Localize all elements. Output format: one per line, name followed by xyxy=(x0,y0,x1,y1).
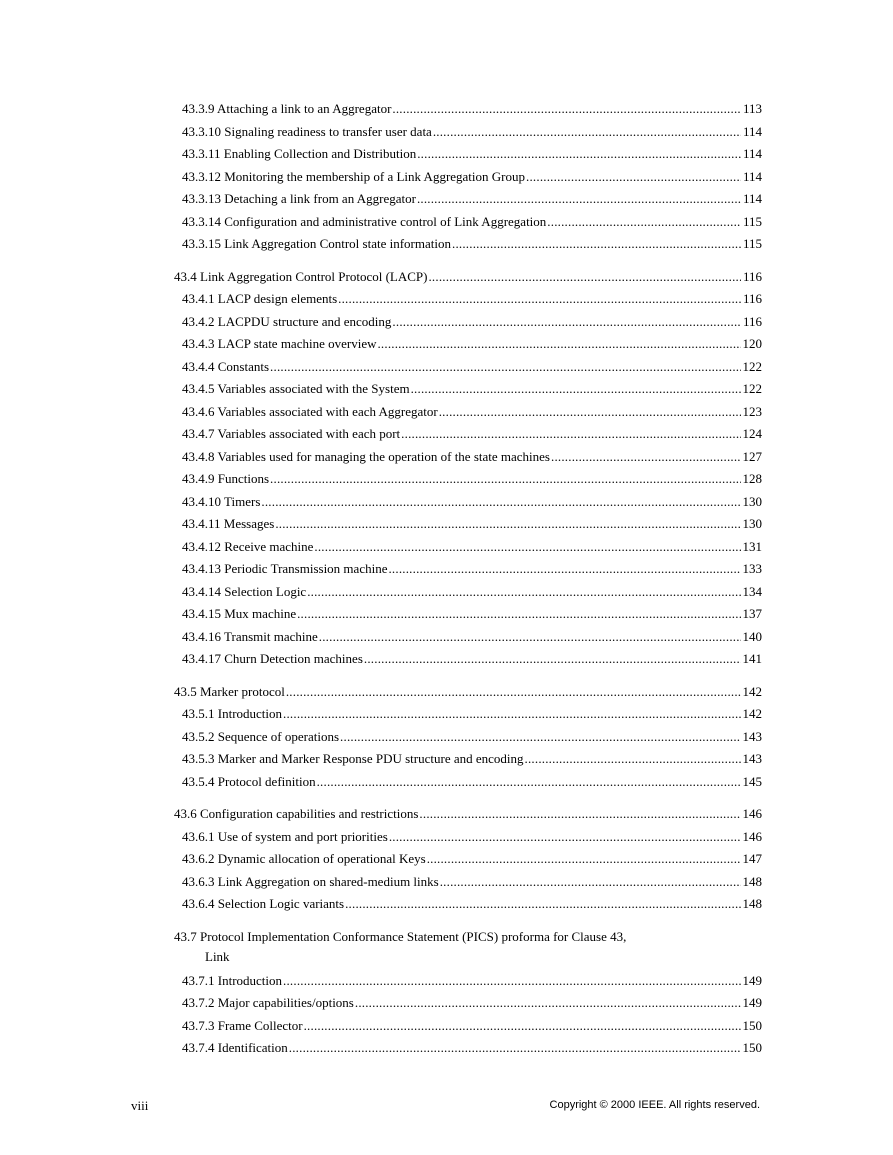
page-number: viii xyxy=(131,1098,149,1113)
toc-entry-page: 114 xyxy=(742,123,762,139)
leader-dots xyxy=(427,848,741,871)
toc-entry-title: 43.3.10 Signaling readiness to transfer user data xyxy=(182,123,432,139)
toc-entry-page: 147 xyxy=(742,851,762,866)
toc-entry-43-3-10[interactable] xyxy=(182,121,762,144)
toc-entry-title: 43.7.4 Identification xyxy=(182,1040,288,1055)
toc-entry-title: 43.4.6 Variables associated with each Aggregator xyxy=(182,403,438,419)
toc-entry-title: 43.4.5 Variables associated with the System xyxy=(182,381,410,396)
leader-dots xyxy=(261,491,740,514)
toc-entry-43-4-17[interactable] xyxy=(182,648,762,671)
toc-entry-43-6-2[interactable] xyxy=(182,848,762,871)
toc-entry-43-7-2[interactable] xyxy=(182,992,762,1015)
toc-entry-title: 43.5.4 Protocol definition xyxy=(182,773,316,789)
toc-entry-title: 43.7.2 Major capabilities/options xyxy=(182,995,354,1010)
toc-entry-43-5-3[interactable] xyxy=(182,748,762,771)
toc-entry-43-4-16[interactable] xyxy=(182,626,762,649)
leader-dots xyxy=(433,121,741,144)
toc-entry-title: 43.4.7 Variables associated with each port xyxy=(182,426,401,441)
toc-entry-43-4-14[interactable] xyxy=(182,581,762,604)
leader-dots xyxy=(525,748,741,771)
toc-entry-title: 43.5.3 Marker and Marker Response PDU structure and encoding xyxy=(182,751,524,766)
toc-entry-43-5[interactable] xyxy=(174,681,762,704)
toc-entry-title: 43.7 Protocol Implementation Conformance Statement (PICS) proforma for Clause 43, xyxy=(174,928,627,944)
toc-entry-page: 123 xyxy=(742,403,762,419)
leader-dots xyxy=(388,558,740,581)
toc-entry-title: 43.3.9 Attaching a link to an Aggregator xyxy=(182,101,392,116)
toc-entry-page: 142 xyxy=(742,706,762,721)
toc-entry-page: 134 xyxy=(742,583,762,599)
toc-entry-page: 114 xyxy=(742,191,762,206)
toc-entry-page: 113 xyxy=(742,101,762,116)
toc-entry-43-4-7[interactable] xyxy=(182,423,762,446)
toc-entry-43-4-12[interactable] xyxy=(182,536,762,559)
leader-dots xyxy=(345,893,740,916)
leader-dots xyxy=(411,378,741,401)
toc-entry-title: 43.5.1 Introduction xyxy=(182,706,283,721)
toc-entry-43-7-1[interactable] xyxy=(182,970,762,993)
leader-dots xyxy=(289,1037,741,1060)
toc-entry-43-7-4[interactable] xyxy=(182,1037,762,1060)
toc-entry-43-4-1[interactable] xyxy=(182,288,762,311)
toc-entry-title: 43.7.3 Frame Collector xyxy=(182,1017,303,1033)
toc-entry-title: 43.4.11 Messages xyxy=(182,516,275,531)
toc-entry-title: 43.3.14 Configuration and administrative control of Link Aggregation xyxy=(182,213,547,229)
leader-dots xyxy=(526,166,741,189)
toc-entry-page: 149 xyxy=(742,972,762,988)
toc-entry-43-6-1[interactable] xyxy=(182,826,762,849)
leader-dots xyxy=(314,536,740,559)
leader-dots xyxy=(417,143,741,166)
toc-entry-43-4-10[interactable] xyxy=(182,491,762,514)
toc-entry-43-6-4[interactable] xyxy=(182,893,762,916)
toc-entry-43-4-3[interactable] xyxy=(182,333,762,356)
leader-dots xyxy=(307,581,740,604)
toc-entry-title: 43.5.2 Sequence of operations xyxy=(182,728,340,744)
leader-dots xyxy=(275,513,740,536)
toc-entry-page: 146 xyxy=(742,806,762,821)
toc-entry-title: 43.4.12 Receive machine xyxy=(182,538,314,554)
toc-entry-title: 43.4.3 LACP state machine overview xyxy=(182,336,377,351)
toc-entry-page: 128 xyxy=(742,471,762,486)
toc-entry-page: 127 xyxy=(742,448,762,464)
toc-entry-43-4-6[interactable] xyxy=(182,401,762,424)
toc-entry-title: 43.7.1 Introduction xyxy=(182,972,283,988)
table-of-contents xyxy=(0,98,893,1060)
toc-entry-43-4-2[interactable] xyxy=(182,311,762,334)
toc-entry-page: 140 xyxy=(742,628,762,644)
toc-entry-page: 141 xyxy=(742,651,762,666)
toc-entry-page: 114 xyxy=(742,146,762,161)
toc-entry-title: 43.4.8 Variables used for managing the operation of the state machines xyxy=(182,448,550,464)
toc-entry-page: 145 xyxy=(742,773,762,789)
leader-dots xyxy=(419,803,740,826)
toc-entry-43-5-1[interactable] xyxy=(182,703,762,726)
leader-dots xyxy=(377,333,740,356)
toc-entry-title: 43.4.10 Timers xyxy=(182,493,261,509)
toc-entry-page: 122 xyxy=(742,381,762,396)
toc-entry-title: 43.4.4 Constants xyxy=(182,358,270,374)
toc-entry-page: 143 xyxy=(742,751,762,766)
leader-dots xyxy=(270,468,740,491)
leader-dots xyxy=(401,423,740,446)
toc-entry-page: 115 xyxy=(742,236,762,251)
toc-entry-page: 150 xyxy=(742,1040,762,1055)
leader-dots xyxy=(428,266,740,289)
toc-entry-title: 43.4.13 Periodic Transmission machine xyxy=(182,561,388,576)
toc-entry-43-3-13[interactable] xyxy=(182,188,762,211)
leader-dots xyxy=(317,771,741,794)
toc-entry-title: 43.6 Configuration capabilities and restrictions xyxy=(174,806,419,821)
toc-entry-43-3-9[interactable] xyxy=(182,98,762,121)
toc-entry-page: 143 xyxy=(742,728,762,744)
toc-entry-title: 43.3.13 Detaching a link from an Aggregator xyxy=(182,191,416,206)
leader-dots xyxy=(440,871,741,894)
toc-entry-43-5-4[interactable] xyxy=(182,771,762,794)
leader-dots xyxy=(452,233,741,256)
toc-entry-43-3-15[interactable] xyxy=(182,233,762,256)
leader-dots xyxy=(340,726,740,749)
toc-entry-title: 43.6.3 Link Aggregation on shared-medium links xyxy=(182,873,439,889)
toc-entry-page: 148 xyxy=(742,896,762,911)
toc-entry-title: 43.4.15 Mux machine xyxy=(182,606,297,621)
leader-dots xyxy=(392,311,741,334)
toc-entry-title: 43.4.2 LACPDU structure and encoding xyxy=(182,313,392,329)
copyright-notice: Copyright © 2000 IEEE. All rights reserved. xyxy=(549,1099,760,1111)
leader-dots xyxy=(270,356,740,379)
leader-dots xyxy=(286,681,741,704)
toc-entry-page: 142 xyxy=(742,683,762,699)
toc-entry-43-4-9[interactable] xyxy=(182,468,762,491)
toc-entry-43-3-12[interactable] xyxy=(182,166,762,189)
toc-entry-43-7[interactable] xyxy=(174,926,762,970)
toc-entry-title: 43.5 Marker protocol xyxy=(174,683,285,699)
toc-entry-43-4-15[interactable] xyxy=(182,603,762,626)
toc-entry-title: 43.4 Link Aggregation Control Protocol (LACP) xyxy=(174,268,428,284)
leader-dots xyxy=(297,603,740,626)
toc-entry-page: 116 xyxy=(742,268,762,284)
toc-entry-page: 122 xyxy=(742,358,762,374)
toc-entry-43-4-8[interactable] xyxy=(182,446,762,469)
toc-entry-title: 43.4.9 Functions xyxy=(182,471,270,486)
toc-entry-43-4-13[interactable] xyxy=(182,558,762,581)
toc-entry-title: 43.3.15 Link Aggregation Control state information xyxy=(182,236,451,251)
toc-entry-title: 43.4.14 Selection Logic xyxy=(182,583,307,599)
leader-dots xyxy=(283,703,740,726)
toc-entry-page: 130 xyxy=(742,516,762,531)
toc-entry-page: 114 xyxy=(742,168,762,184)
leader-dots xyxy=(364,648,741,671)
toc-entry-page: 131 xyxy=(742,538,762,554)
leader-dots xyxy=(283,970,740,993)
toc-entry-43-7-3[interactable] xyxy=(182,1015,762,1038)
toc-entry-page: 116 xyxy=(742,313,762,329)
toc-entry-page: 130 xyxy=(742,493,762,509)
toc-entry-title: 43.4.16 Transmit machine xyxy=(182,628,318,644)
toc-entry-title: 43.6.1 Use of system and port priorities xyxy=(182,828,388,844)
toc-entry-title: 43.4.17 Churn Detection machines xyxy=(182,651,363,666)
toc-entry-page: 148 xyxy=(742,873,762,889)
toc-entry-title: 43.6.4 Selection Logic variants xyxy=(182,896,345,911)
toc-entry-43-3-14[interactable] xyxy=(182,211,762,234)
toc-entry-43-4-5[interactable] xyxy=(182,378,762,401)
leader-dots xyxy=(389,826,741,849)
toc-entry-title: 43.6.2 Dynamic allocation of operational Keys xyxy=(182,851,426,866)
leader-dots xyxy=(338,288,741,311)
leader-dots xyxy=(355,992,741,1015)
toc-entry-title: 43.3.12 Monitoring the membership of a Link Aggregation Group xyxy=(182,168,526,184)
toc-entry-page: 120 xyxy=(742,336,762,351)
toc-entry-page: 146 xyxy=(742,828,762,844)
leader-dots xyxy=(439,401,741,424)
toc-entry-page: 116 xyxy=(742,291,762,306)
toc-entry-page: 137 xyxy=(742,606,762,621)
leader-dots xyxy=(392,98,741,121)
toc-entry-title: 43.4.1 LACP design elements xyxy=(182,291,338,306)
leader-dots xyxy=(319,626,741,649)
toc-entry-page: 124 xyxy=(742,426,762,441)
leader-dots xyxy=(417,188,741,211)
toc-entry-page: 149 xyxy=(742,995,762,1010)
toc-entry-page: 133 xyxy=(742,561,762,576)
toc-entry-43-4-11[interactable] xyxy=(182,513,762,536)
toc-entry-page: 115 xyxy=(742,213,762,229)
toc-entry-43-4-4[interactable] xyxy=(182,356,762,379)
leader-dots xyxy=(547,211,741,234)
toc-entry-page: 150 xyxy=(742,1017,762,1033)
toc-entry-title: 43.3.11 Enabling Collection and Distribution xyxy=(182,146,417,161)
toc-entry-43-3-11[interactable] xyxy=(182,143,762,166)
leader-dots xyxy=(304,1015,741,1038)
toc-entry-title-continued: Link xyxy=(205,948,230,964)
toc-entry-43-6-3[interactable] xyxy=(182,871,762,894)
toc-entry-43-5-2[interactable] xyxy=(182,726,762,749)
leader-dots xyxy=(551,446,741,469)
toc-entry-43-6[interactable] xyxy=(174,803,762,826)
toc-entry-43-4[interactable] xyxy=(174,266,762,289)
